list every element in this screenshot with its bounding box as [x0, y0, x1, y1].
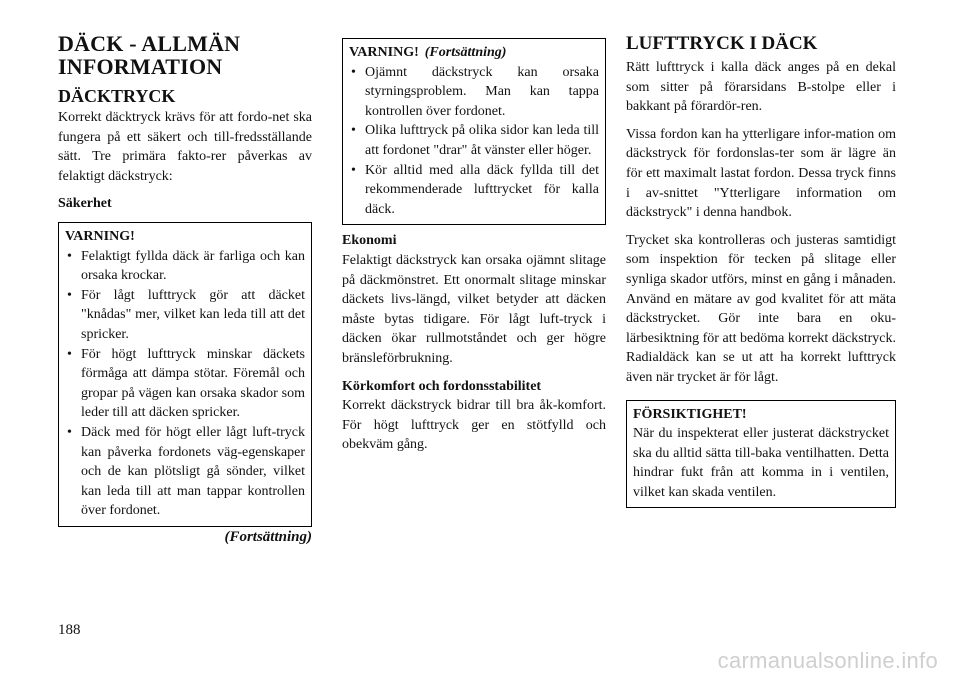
column-right: [626, 34, 896, 508]
comfort-paragraph: Korrekt däckstryck bidrar till bra åk-komfort. För högt lufttryck ger en stötfylld och obekväm gång.: [342, 398, 606, 453]
caution-text: När du inspekterat eller justerat däckstrycket ska du alltid sätta till-baka ventilhatten. Detta hindrar fukt från att komma in i ventilen, vilket kan skada ventilen.: [633, 426, 889, 500]
comfort-heading: Körkomfort och fordonsstabilitet: [342, 378, 542, 394]
list-item: • För lågt lufttryck gör att däcket "knådas" mer, vilket kan leda till att det spricker.: [67, 287, 305, 342]
warning-list: [65, 247, 305, 521]
warning-box: [58, 222, 312, 527]
economy-heading: Ekonomi: [342, 233, 397, 249]
list-item: • Däck med för högt eller lågt luft-tryck kan påverka fordonets väg-egenskaper och de kan plötsligt gå sönder, vilket kan leda till att man tappar kontrollen över fordonet.: [67, 424, 305, 519]
economy-paragraph: Felaktigt däckstryck kan orsaka ojämnt slitage på däckmönstret. Ett onormalt slitage minskar däckets livs-längd, vilket betyder att däcken måste bytas tidigare. För lågt luft-tryck i däcken ökar rullmotståndet och ger högre bränsleförbrukning.: [342, 252, 606, 366]
list-item: • Olika lufttryck på olika sidor kan leda till att fordonet "drar" åt vänster eller höger.: [351, 123, 599, 158]
paragraph: Rätt lufttryck i kalla däck anges på en dekal som sitter på förarsidans B-stolpe eller i bakkant på förardör-ren.: [626, 60, 896, 115]
subsection-title: DÄCKTRYCK: [58, 86, 176, 106]
list-item: • Kör alltid med alla däck fyllda till det rekommenderade lufttrycket för kalla däck.: [351, 162, 599, 217]
continued-label: (Fortsättning): [224, 528, 312, 545]
caution-title: FÖRSIKTIGHET!: [633, 406, 747, 422]
warning-title: VARNING! (Fortsättning): [349, 45, 507, 60]
intro-paragraph: Korrekt däcktryck krävs för att fordo-net ska fungera på ett säkert och till-fredsställande sätt. Tre primära fakto-rer påverkas av felaktigt däckstryck:: [58, 110, 312, 184]
list-item: • Ojämnt däckstryck kan orsaka styrningsproblem. Man kan tappa kontrollen över fordonet.: [351, 64, 599, 119]
list-item: • Felaktigt fyllda däck är farliga och kan orsaka krockar.: [67, 248, 305, 284]
list-item: • För högt lufttryck minskar däckets förmåga att dämpa stötar. Föremål och gropar på vägen kan orsaka skador som leder till att däcken spricker.: [67, 346, 305, 421]
column-middle: [342, 38, 606, 455]
safety-heading: Säkerhet: [58, 196, 112, 212]
column-left: [58, 30, 312, 547]
caution-box: [626, 400, 896, 509]
section-title: LUFTTRYCK I DÄCK: [626, 33, 818, 54]
warning-title: VARNING!: [65, 228, 135, 244]
paragraph: Vissa fordon kan ha ytterligare infor-mation om däckstryck för fordonslas-ter som är lägre än för ett maximalt lastat fordon. Dessa tryck finns i av-snittet "Ytterligare information om däckstryck" i denna handbok.: [626, 126, 896, 221]
section-title-line1: DÄCK - ALLMÄN: [58, 31, 241, 56]
paragraph: Trycket ska kontrolleras och justeras samtidigt som inspektion för tecken på slitage eller synliga skador utförs, minst en gång i månaden. Använd en mätare av god kvalitet för att mäta däckstrycket. Gör inte bara en oku-lärbesiktning för att bedöma korrekt däckstryck. Radialdäck kan se ut att ha korrekt lufttryck även när trycket är för lågt.: [626, 232, 896, 385]
section-title-line2: INFORMATION: [58, 54, 223, 79]
warning-box-continued: [342, 38, 606, 225]
section-title: [58, 32, 312, 78]
watermark: carmanualsonline.info: [717, 648, 938, 673]
page-number: 188: [58, 622, 81, 638]
warning-list: [349, 63, 599, 220]
